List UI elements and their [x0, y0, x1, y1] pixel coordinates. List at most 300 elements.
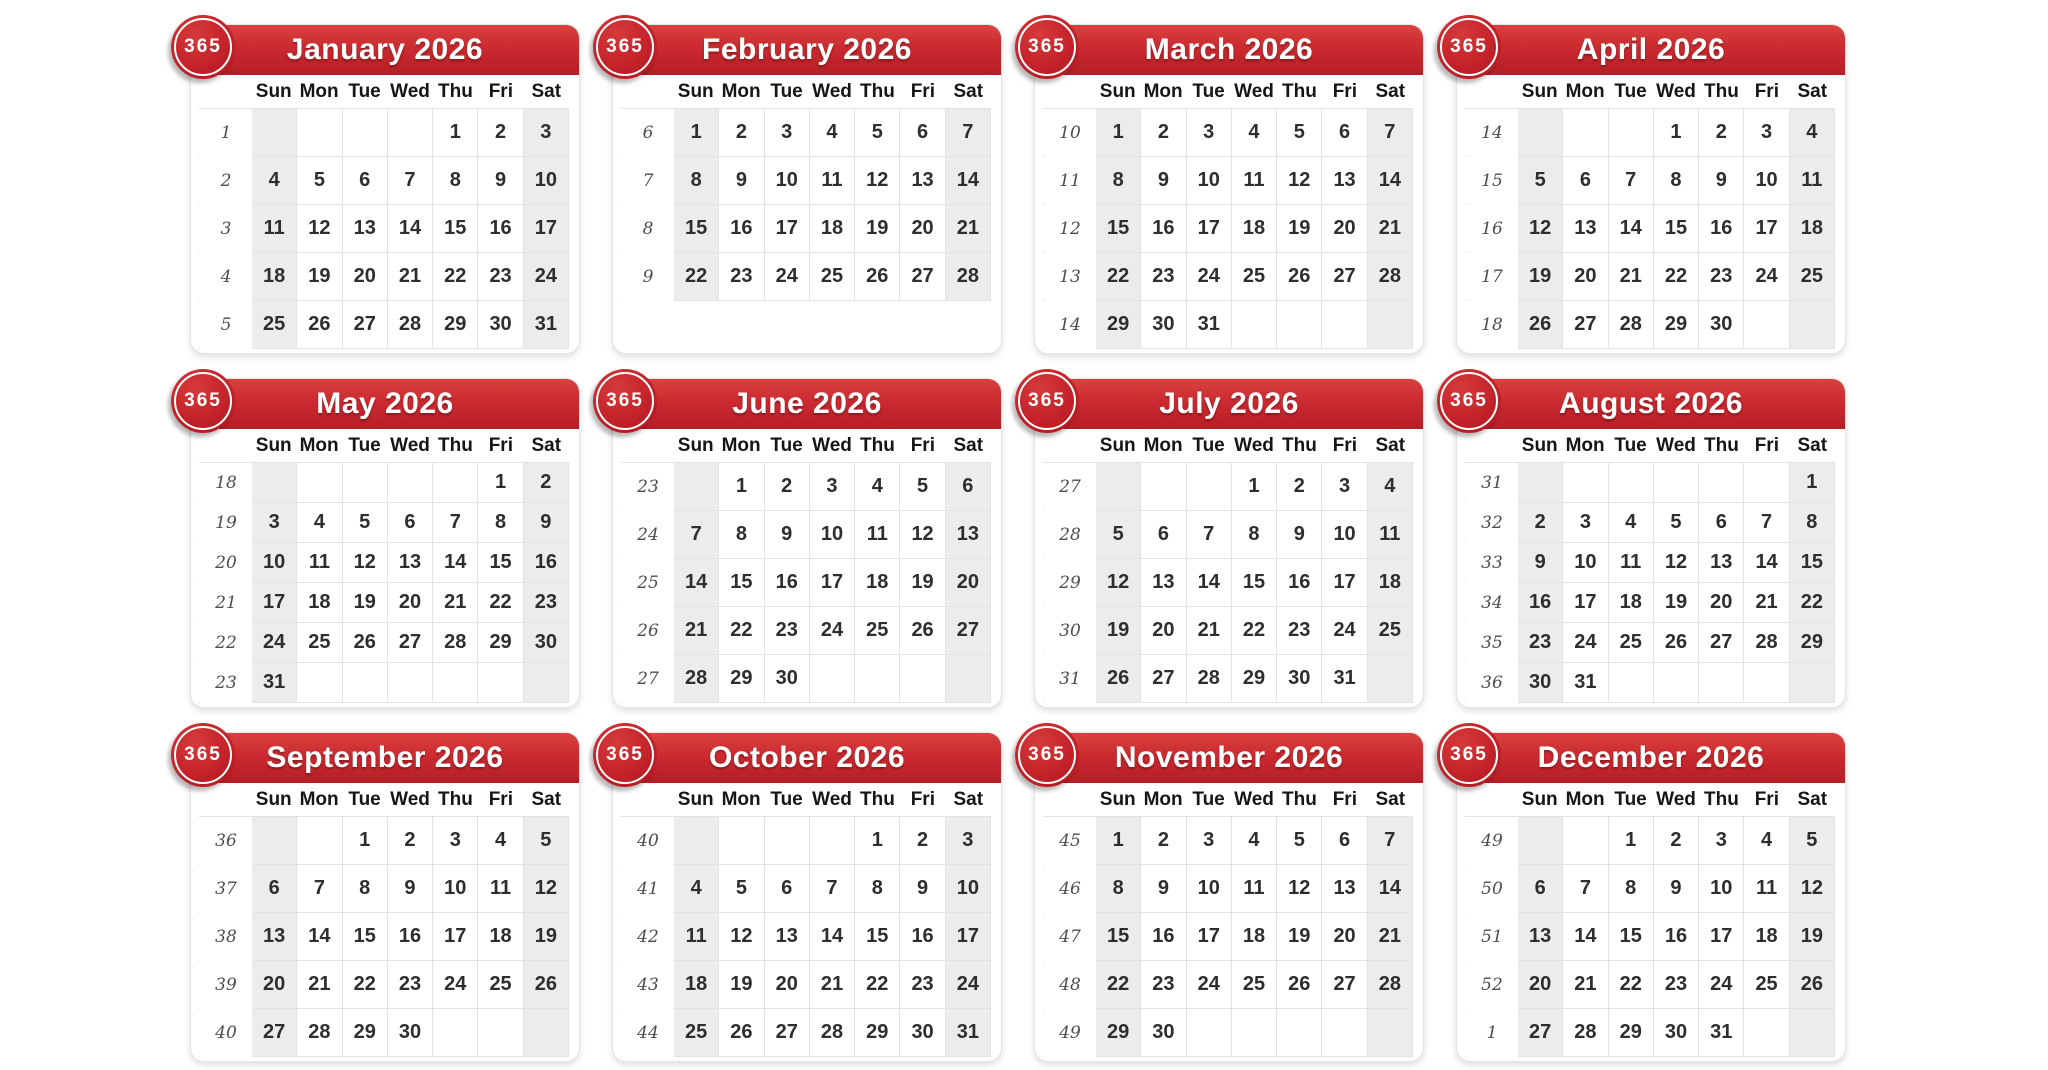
day-cell-empty: [343, 663, 388, 703]
day-cell: 20: [343, 253, 388, 301]
day-cell-empty: [810, 817, 855, 865]
day-cell-empty: [1609, 463, 1654, 503]
week-number: 27: [621, 655, 674, 702]
weekday-label-thu: Thu: [438, 788, 473, 810]
weekday-label-mon: Mon: [1565, 80, 1605, 102]
week-number: 21: [199, 583, 252, 622]
weekday-label-sat: Sat: [531, 788, 562, 810]
badge-365: [171, 15, 235, 79]
day-cell: 15: [343, 913, 388, 961]
week-number: 46: [1043, 865, 1096, 912]
day-cell: 4: [1609, 503, 1654, 543]
day-cell: 13: [1699, 543, 1744, 583]
day-cell: 26: [900, 607, 945, 655]
day-cell: 30: [1277, 655, 1322, 703]
month-body: [191, 783, 579, 1057]
day-cell: 21: [1368, 205, 1413, 253]
day-cell-empty: [1277, 1009, 1322, 1057]
week-number: 43: [621, 961, 674, 1008]
day-cell: 8: [1096, 865, 1141, 913]
day-cell: 3: [1744, 109, 1789, 157]
day-cell: 8: [1096, 157, 1141, 205]
day-cell: 30: [765, 655, 810, 703]
badge-ring: [1440, 372, 1498, 430]
date-grid: [1465, 108, 1835, 349]
day-cell: 15: [719, 559, 764, 607]
day-cell-empty: [1232, 1009, 1277, 1057]
day-cell: 5: [524, 817, 569, 865]
day-cell: 26: [719, 1009, 764, 1057]
day-cell: 6: [252, 865, 297, 913]
day-cell: 29: [1096, 301, 1141, 349]
weekday-label-sat: Sat: [1797, 80, 1828, 102]
day-cell: 4: [478, 817, 523, 865]
day-cell: 26: [1790, 961, 1835, 1009]
day-cell: 12: [1790, 865, 1835, 913]
day-cell: 16: [1654, 913, 1699, 961]
day-cell: 10: [765, 157, 810, 205]
day-cell: 6: [765, 865, 810, 913]
month-header-bar: [1035, 25, 1423, 75]
week-number: 28: [1043, 511, 1096, 558]
weekday-label-fri: Fri: [1754, 80, 1779, 102]
day-cell: 13: [1322, 865, 1367, 913]
week-number: 29: [1043, 559, 1096, 606]
day-cell: 26: [524, 961, 569, 1009]
day-cell-empty: [252, 817, 297, 865]
weekday-label-fri: Fri: [1754, 788, 1779, 810]
day-cell: 13: [900, 157, 945, 205]
day-cell: 6: [1518, 865, 1563, 913]
day-cell: 4: [810, 109, 855, 157]
day-cell-empty: [478, 1009, 523, 1057]
weekday-header-row: [621, 429, 991, 462]
week-number: 37: [199, 865, 252, 912]
day-cell: 26: [1654, 623, 1699, 663]
week-number: 39: [199, 961, 252, 1008]
day-cell: 22: [1232, 607, 1277, 655]
day-cell-empty: [1654, 463, 1699, 503]
weekday-header-row: [1465, 783, 1835, 816]
week-number: 35: [1465, 623, 1518, 662]
day-cell: 24: [1699, 961, 1744, 1009]
week-number: 18: [1465, 301, 1518, 348]
day-cell: 5: [343, 503, 388, 543]
day-cell: 13: [765, 913, 810, 961]
week-number: 1: [1465, 1009, 1518, 1056]
badge-label: 365: [1028, 744, 1066, 765]
day-cell: 24: [1187, 961, 1232, 1009]
weekday-label-thu: Thu: [860, 788, 895, 810]
month-card-july: [1028, 378, 1424, 708]
day-cell: 1: [1096, 817, 1141, 865]
day-cell: 24: [1563, 623, 1608, 663]
badge-ring: [596, 372, 654, 430]
weekday-label-wed: Wed: [812, 80, 852, 102]
day-cell-empty: [1563, 109, 1608, 157]
weekday-label-sat: Sat: [1797, 788, 1828, 810]
day-cell: 29: [1096, 1009, 1141, 1057]
week-number: 27: [1043, 463, 1096, 510]
weekday-label-sun: Sun: [677, 434, 714, 456]
weekday-label-fri: Fri: [1332, 788, 1357, 810]
day-cell: 17: [1187, 205, 1232, 253]
weekday-label-wed: Wed: [1234, 80, 1274, 102]
day-cell: 16: [524, 543, 569, 583]
weekday-label-mon: Mon: [299, 80, 339, 102]
day-cell: 1: [1790, 463, 1835, 503]
day-cell: 3: [1563, 503, 1608, 543]
month-title: May 2026: [316, 387, 454, 420]
day-cell: 22: [478, 583, 523, 623]
day-cell: 24: [810, 607, 855, 655]
day-cell: 26: [1096, 655, 1141, 703]
day-cell-empty: [478, 663, 523, 703]
badge-ring: [174, 726, 232, 784]
week-number: 9: [621, 253, 674, 300]
day-cell: 25: [1609, 623, 1654, 663]
day-cell-empty: [1744, 463, 1789, 503]
day-cell: 12: [855, 157, 900, 205]
month-header-bar: [1035, 379, 1423, 429]
day-cell-empty: [252, 109, 297, 157]
day-cell: 14: [297, 913, 342, 961]
day-cell: 19: [343, 583, 388, 623]
day-cell: 31: [524, 301, 569, 349]
weekday-label-sun: Sun: [255, 80, 292, 102]
weekday-label-wed: Wed: [390, 80, 430, 102]
day-cell: 31: [1187, 301, 1232, 349]
weekday-label-thu: Thu: [1282, 80, 1317, 102]
day-cell: 5: [1654, 503, 1699, 543]
day-cell: 29: [478, 623, 523, 663]
day-cell-empty: [1744, 301, 1789, 349]
weekday-label-wed: Wed: [1656, 788, 1696, 810]
day-cell: 13: [1518, 913, 1563, 961]
weekday-label-thu: Thu: [860, 434, 895, 456]
day-cell: 12: [1096, 559, 1141, 607]
day-cell: 26: [1518, 301, 1563, 349]
day-cell: 17: [252, 583, 297, 623]
weekday-label-sun: Sun: [1521, 788, 1558, 810]
date-grid: [1043, 816, 1413, 1057]
week-number: 36: [1465, 663, 1518, 702]
day-cell: 7: [1563, 865, 1608, 913]
day-cell: 25: [810, 253, 855, 301]
day-cell-empty: [297, 109, 342, 157]
day-cell: 18: [810, 205, 855, 253]
month-card-january: [184, 24, 580, 354]
weekday-header-row: [1043, 429, 1413, 462]
weekday-label-fri: Fri: [910, 80, 935, 102]
month-header-bar: [613, 733, 1001, 783]
day-cell: 5: [1790, 817, 1835, 865]
day-cell: 28: [433, 623, 478, 663]
day-cell: 2: [1518, 503, 1563, 543]
day-cell: 1: [719, 463, 764, 511]
day-cell-empty: [297, 817, 342, 865]
day-cell: 30: [478, 301, 523, 349]
weekday-label-mon: Mon: [721, 788, 761, 810]
day-cell: 24: [433, 961, 478, 1009]
day-cell: 2: [1141, 109, 1186, 157]
day-cell: 7: [674, 511, 719, 559]
weekday-header-row: [1465, 429, 1835, 462]
month-header-bar: [1457, 25, 1845, 75]
day-cell: 10: [524, 157, 569, 205]
day-cell: 12: [900, 511, 945, 559]
weekday-label-tue: Tue: [770, 434, 803, 456]
badge-label: 365: [1450, 36, 1488, 57]
day-cell-empty: [810, 655, 855, 703]
month-header-bar: [1457, 379, 1845, 429]
month-header-bar: [613, 379, 1001, 429]
month-card-september: [184, 732, 580, 1062]
day-cell: 9: [765, 511, 810, 559]
month-body: [1457, 75, 1845, 349]
day-cell: 15: [855, 913, 900, 961]
day-cell: 6: [1322, 109, 1367, 157]
day-cell: 1: [674, 109, 719, 157]
day-cell-empty: [1368, 655, 1413, 703]
weekday-label-mon: Mon: [1565, 788, 1605, 810]
day-cell: 17: [765, 205, 810, 253]
weekday-label-tue: Tue: [1192, 434, 1225, 456]
day-cell: 29: [855, 1009, 900, 1057]
day-cell: 5: [719, 865, 764, 913]
day-cell: 25: [252, 301, 297, 349]
weekday-header-row: [1465, 75, 1835, 108]
badge-365: [593, 723, 657, 787]
day-cell: 9: [1654, 865, 1699, 913]
day-cell-empty: [765, 817, 810, 865]
badge-365: [1437, 723, 1501, 787]
day-cell: 18: [478, 913, 523, 961]
badge-ring: [1018, 372, 1076, 430]
day-cell: 3: [1187, 817, 1232, 865]
day-cell: 3: [810, 463, 855, 511]
day-cell: 18: [297, 583, 342, 623]
day-cell: 22: [1096, 253, 1141, 301]
date-grid: [1465, 462, 1835, 703]
day-cell: 8: [1790, 503, 1835, 543]
day-cell: 8: [1609, 865, 1654, 913]
day-cell: 2: [1654, 817, 1699, 865]
day-cell: 29: [1609, 1009, 1654, 1057]
day-cell: 16: [1699, 205, 1744, 253]
day-cell: 28: [674, 655, 719, 703]
day-cell: 24: [1322, 607, 1367, 655]
month-card-august: [1450, 378, 1846, 708]
month-body: [1035, 429, 1423, 703]
day-cell: 14: [1368, 865, 1413, 913]
day-cell-empty: [1790, 663, 1835, 703]
weekday-header-row: [621, 75, 991, 108]
weekday-label-tue: Tue: [1614, 788, 1647, 810]
day-cell: 20: [1141, 607, 1186, 655]
day-cell: 4: [1790, 109, 1835, 157]
day-cell: 3: [433, 817, 478, 865]
weekday-label-thu: Thu: [860, 80, 895, 102]
day-cell: 25: [855, 607, 900, 655]
day-cell: 10: [1322, 511, 1367, 559]
week-number: 3: [199, 205, 252, 252]
day-cell: 27: [1141, 655, 1186, 703]
weekday-label-fri: Fri: [910, 788, 935, 810]
day-cell: 25: [1232, 961, 1277, 1009]
day-cell: 22: [855, 961, 900, 1009]
day-cell: 23: [1277, 607, 1322, 655]
month-title: November 2026: [1114, 741, 1344, 774]
day-cell-empty: [388, 463, 433, 503]
day-cell: 19: [1096, 607, 1141, 655]
week-number: 19: [199, 503, 252, 542]
day-cell: 3: [1699, 817, 1744, 865]
day-cell: 15: [674, 205, 719, 253]
day-cell: 7: [810, 865, 855, 913]
date-grid: [199, 816, 569, 1057]
day-cell: 12: [719, 913, 764, 961]
day-cell: 4: [1368, 463, 1413, 511]
day-cell: 27: [388, 623, 433, 663]
weekday-label-sun: Sun: [677, 80, 714, 102]
day-cell: 5: [297, 157, 342, 205]
day-cell-empty: [1744, 1009, 1789, 1057]
month-card-november: [1028, 732, 1424, 1062]
day-cell: 18: [252, 253, 297, 301]
weekday-label-sat: Sat: [531, 434, 562, 456]
day-cell: 23: [1141, 961, 1186, 1009]
day-cell: 17: [810, 559, 855, 607]
weekday-header-row: [199, 75, 569, 108]
weekday-label-tue: Tue: [1192, 80, 1225, 102]
day-cell: 10: [946, 865, 991, 913]
day-cell: 2: [524, 463, 569, 503]
weekday-label-thu: Thu: [1704, 788, 1739, 810]
weekday-label-mon: Mon: [1143, 80, 1183, 102]
week-number: 41: [621, 865, 674, 912]
weekday-label-tue: Tue: [1614, 434, 1647, 456]
weekday-label-thu: Thu: [1704, 80, 1739, 102]
day-cell: 11: [1232, 865, 1277, 913]
day-cell: 6: [343, 157, 388, 205]
day-cell: 13: [1563, 205, 1608, 253]
day-cell: 31: [1563, 663, 1608, 703]
day-cell: 17: [1699, 913, 1744, 961]
week-number: 33: [1465, 543, 1518, 582]
day-cell-empty: [719, 817, 764, 865]
day-cell-empty: [524, 663, 569, 703]
weekday-label-sun: Sun: [255, 434, 292, 456]
month-card-june: [606, 378, 1002, 708]
day-cell: 27: [900, 253, 945, 301]
day-cell: 23: [478, 253, 523, 301]
week-number: 50: [1465, 865, 1518, 912]
day-cell: 20: [946, 559, 991, 607]
day-cell: 27: [343, 301, 388, 349]
day-cell: 12: [1518, 205, 1563, 253]
day-cell: 7: [297, 865, 342, 913]
day-cell-empty: [1790, 301, 1835, 349]
day-cell: 25: [297, 623, 342, 663]
month-header-bar: [191, 733, 579, 783]
day-cell-empty: [433, 663, 478, 703]
weekday-label-tue: Tue: [348, 80, 381, 102]
weekday-label-tue: Tue: [770, 788, 803, 810]
weekday-label-tue: Tue: [1614, 80, 1647, 102]
weekday-label-mon: Mon: [299, 434, 339, 456]
day-cell: 10: [1187, 157, 1232, 205]
week-number: 42: [621, 913, 674, 960]
month-card-april: [1450, 24, 1846, 354]
badge-ring: [174, 18, 232, 76]
day-cell: 10: [252, 543, 297, 583]
day-cell-empty: [343, 109, 388, 157]
day-cell: 16: [1141, 913, 1186, 961]
badge-label: 365: [606, 36, 644, 57]
badge-label: 365: [184, 390, 222, 411]
day-cell: 24: [524, 253, 569, 301]
day-cell: 30: [1699, 301, 1744, 349]
day-cell: 18: [1609, 583, 1654, 623]
week-number: 11: [1043, 157, 1096, 204]
badge-365: [1015, 15, 1079, 79]
day-cell: 5: [1277, 109, 1322, 157]
day-cell-empty: [297, 663, 342, 703]
day-cell: 9: [1141, 865, 1186, 913]
day-cell-empty: [674, 463, 719, 511]
day-cell: 4: [855, 463, 900, 511]
week-number: 31: [1465, 463, 1518, 502]
weekday-label-sat: Sat: [1375, 434, 1406, 456]
month-card-february: [606, 24, 1002, 354]
month-title: March 2026: [1144, 33, 1314, 66]
day-cell: 22: [433, 253, 478, 301]
day-cell: 2: [388, 817, 433, 865]
day-cell: 1: [478, 463, 523, 503]
month-body: [1457, 429, 1845, 703]
day-cell-empty: [1563, 463, 1608, 503]
day-cell: 21: [388, 253, 433, 301]
day-cell: 23: [1518, 623, 1563, 663]
day-cell: 7: [1187, 511, 1232, 559]
weekday-label-fri: Fri: [1754, 434, 1779, 456]
badge-365: [1015, 369, 1079, 433]
week-number: 47: [1043, 913, 1096, 960]
day-cell: 21: [1368, 913, 1413, 961]
day-cell: 17: [946, 913, 991, 961]
week-number: 4: [199, 253, 252, 300]
weekday-label-sat: Sat: [953, 434, 984, 456]
month-title: June 2026: [732, 387, 882, 420]
month-body: [191, 75, 579, 349]
day-cell: 5: [900, 463, 945, 511]
day-cell-empty: [1563, 817, 1608, 865]
weekday-label-fri: Fri: [1332, 80, 1357, 102]
day-cell-empty: [1699, 663, 1744, 703]
day-cell-empty: [1744, 663, 1789, 703]
day-cell: 17: [524, 205, 569, 253]
day-cell-empty: [388, 109, 433, 157]
weekday-label-sat: Sat: [1797, 434, 1828, 456]
day-cell: 2: [900, 817, 945, 865]
day-cell-empty: [855, 655, 900, 703]
day-cell: 7: [1368, 817, 1413, 865]
day-cell: 17: [1322, 559, 1367, 607]
day-cell: 27: [946, 607, 991, 655]
day-cell: 17: [1744, 205, 1789, 253]
month-body: [613, 429, 1001, 703]
